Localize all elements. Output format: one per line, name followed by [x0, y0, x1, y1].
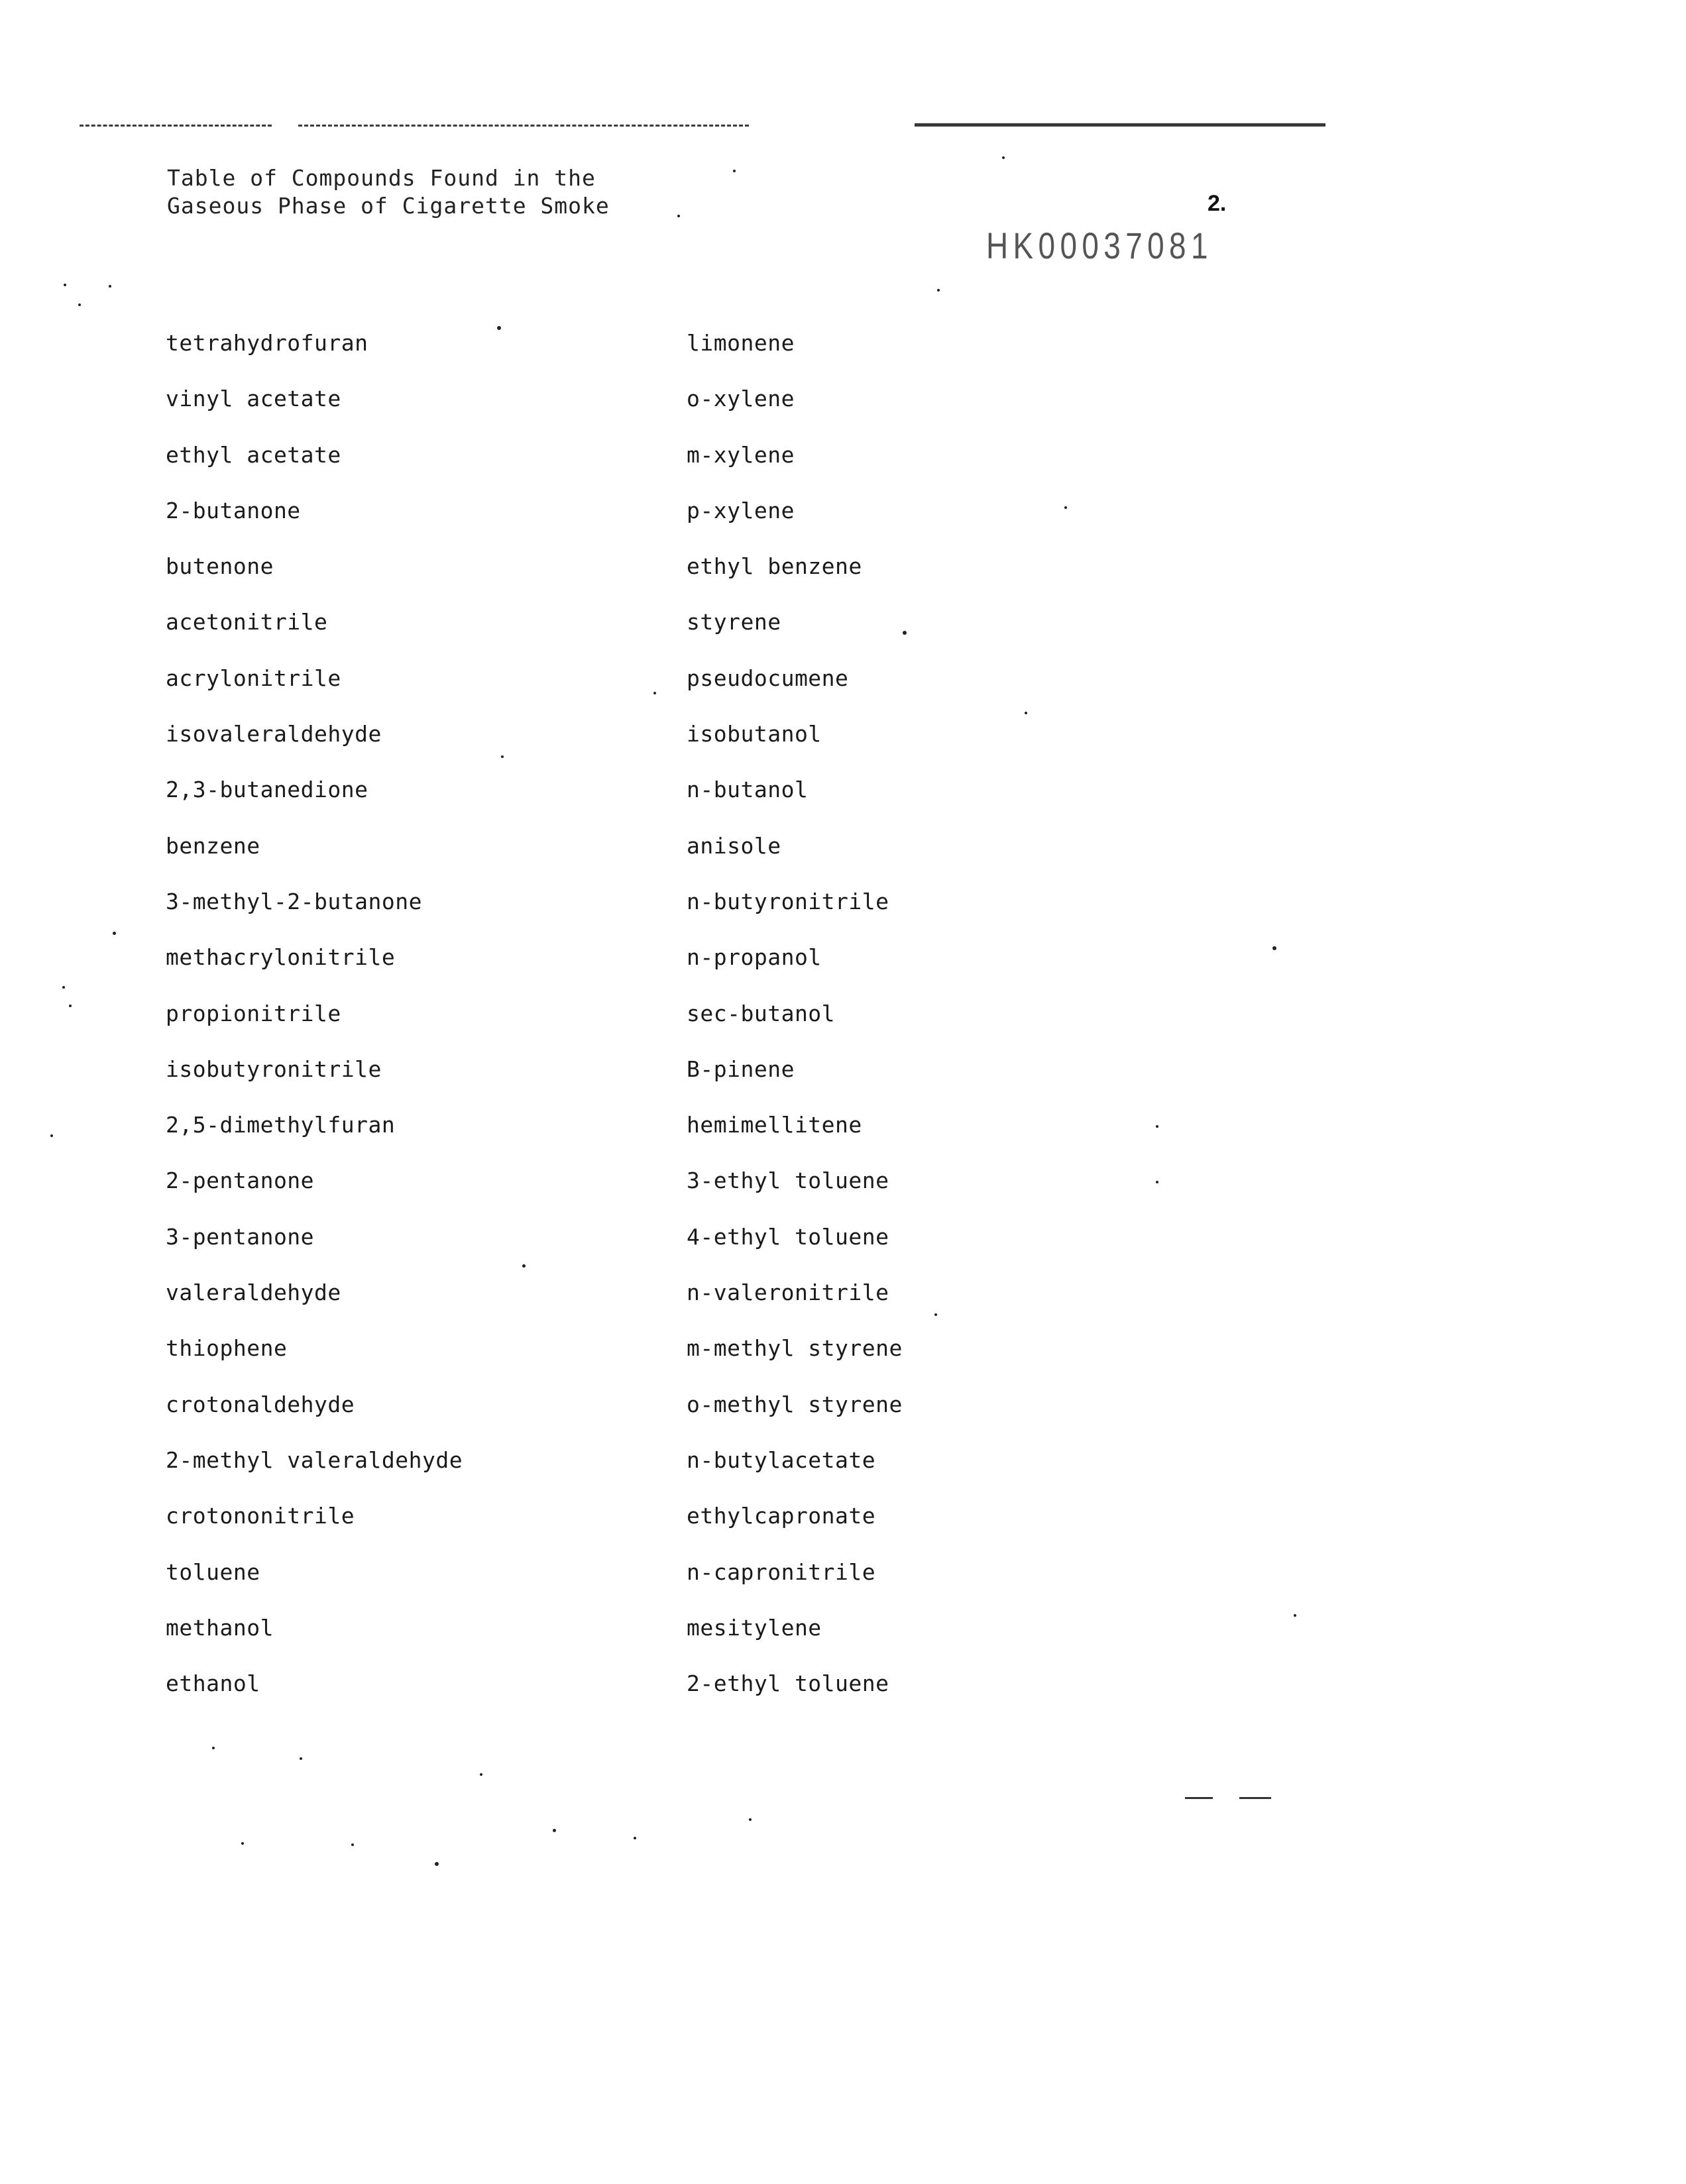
- scan-speck: [653, 692, 656, 694]
- compound-name: methanol: [166, 1614, 274, 1641]
- compound-name: anisole: [687, 832, 781, 859]
- scan-dash: [1185, 1797, 1213, 1799]
- scan-speck: [241, 1842, 244, 1845]
- scan-speck: [1156, 1125, 1158, 1128]
- compound-name: ethyl acetate: [166, 441, 341, 468]
- scan-speck: [69, 1005, 72, 1007]
- scan-dash: [1239, 1797, 1271, 1799]
- compound-name: n-butylacetate: [687, 1447, 876, 1473]
- scan-speck: [677, 215, 680, 217]
- compound-name: 3-pentanone: [166, 1223, 315, 1250]
- compound-name: 3-methyl-2-butanone: [166, 888, 422, 914]
- compound-name: limonene: [687, 330, 795, 356]
- compound-name: isobutyronitrile: [166, 1056, 382, 1082]
- compound-list-left: [166, 330, 463, 1726]
- scan-speck: [435, 1862, 439, 1866]
- compound-name: valeraldehyde: [166, 1280, 341, 1306]
- scan-speck: [1156, 1181, 1158, 1183]
- compound-name: mesitylene: [687, 1614, 822, 1641]
- compound-name: m-methyl styrene: [687, 1335, 903, 1362]
- compound-name: toluene: [166, 1558, 260, 1585]
- scan-speck: [1025, 712, 1027, 714]
- compound-name: hemimellitene: [687, 1112, 862, 1138]
- compound-name: vinyl acetate: [166, 386, 341, 412]
- compound-name: 2,5-dimethylfuran: [166, 1112, 396, 1138]
- compound-name: ethyl benzene: [687, 553, 862, 580]
- page-number: 2.: [1208, 191, 1227, 216]
- scan-speck: [480, 1773, 482, 1776]
- compound-name: methacrylonitrile: [166, 944, 396, 971]
- scan-speck: [1272, 946, 1276, 950]
- document-title: [167, 164, 610, 220]
- top-rule-right: [915, 123, 1325, 127]
- scan-speck: [300, 1757, 302, 1760]
- compound-name: acetonitrile: [166, 609, 328, 635]
- document-id-stamp: HK00037081: [986, 225, 1213, 266]
- scan-speck: [937, 289, 940, 292]
- compound-name: propionitrile: [166, 1000, 341, 1026]
- compound-name: crotonaldehyde: [166, 1391, 355, 1417]
- title-line-2: Gaseous Phase of Cigarette Smoke: [167, 193, 610, 219]
- scan-speck: [903, 631, 907, 635]
- compound-name: benzene: [166, 832, 260, 859]
- compound-list-right: [687, 330, 903, 1726]
- scan-speck: [1064, 506, 1067, 509]
- compound-name: styrene: [687, 609, 781, 635]
- scan-speck: [934, 1313, 937, 1316]
- compound-name: n-valeronitrile: [687, 1280, 889, 1306]
- compound-name: ethylcapronate: [687, 1503, 876, 1529]
- scan-speck: [351, 1843, 354, 1846]
- compound-name: 2-pentanone: [166, 1168, 315, 1194]
- scan-speck: [749, 1818, 752, 1821]
- scan-speck: [634, 1837, 636, 1839]
- scan-speck: [733, 170, 736, 172]
- compound-name: 2-ethyl toluene: [687, 1670, 889, 1697]
- compound-name: p-xylene: [687, 497, 795, 523]
- compound-name: ethanol: [166, 1670, 260, 1697]
- scan-speck: [522, 1264, 526, 1268]
- scan-speck: [64, 284, 66, 286]
- compound-name: 2-methyl valeraldehyde: [166, 1447, 463, 1473]
- compound-name: crotononitrile: [166, 1503, 355, 1529]
- compound-name: 4-ethyl toluene: [687, 1223, 889, 1250]
- compound-name: 3-ethyl toluene: [687, 1168, 889, 1194]
- scan-speck: [212, 1747, 215, 1749]
- compound-name: isobutanol: [687, 721, 822, 747]
- scan-speck: [113, 932, 116, 935]
- compound-name: o-methyl styrene: [687, 1391, 903, 1417]
- compound-name: B-pinene: [687, 1056, 795, 1082]
- scan-speck: [50, 1134, 53, 1137]
- compound-name: 2,3-butanedione: [166, 777, 368, 803]
- compound-name: butenone: [166, 553, 274, 580]
- compound-name: sec-butanol: [687, 1000, 836, 1026]
- compound-name: n-butanol: [687, 777, 809, 803]
- compound-name: acrylonitrile: [166, 665, 341, 691]
- top-rule-middle: [298, 125, 749, 127]
- scan-speck: [553, 1829, 556, 1832]
- compound-name: n-propanol: [687, 944, 822, 971]
- scan-speck: [1002, 156, 1005, 159]
- scan-speck: [501, 755, 504, 758]
- compound-name: o-xylene: [687, 386, 795, 412]
- top-rule-left: [80, 125, 272, 127]
- compound-name: n-capronitrile: [687, 1558, 876, 1585]
- compound-name: 2-butanone: [166, 497, 301, 523]
- scan-speck: [109, 285, 111, 288]
- scan-speck: [78, 303, 81, 306]
- scan-speck: [1294, 1614, 1296, 1617]
- compound-name: tetrahydrofuran: [166, 330, 368, 356]
- compound-name: isovaleraldehyde: [166, 721, 382, 747]
- title-line-1: Table of Compounds Found in the: [167, 165, 596, 191]
- compound-name: thiophene: [166, 1335, 288, 1362]
- compound-name: m-xylene: [687, 441, 795, 468]
- scan-speck: [497, 326, 501, 330]
- compound-name: n-butyronitrile: [687, 888, 889, 914]
- compound-name: pseudocumene: [687, 665, 849, 691]
- scan-speck: [62, 986, 65, 989]
